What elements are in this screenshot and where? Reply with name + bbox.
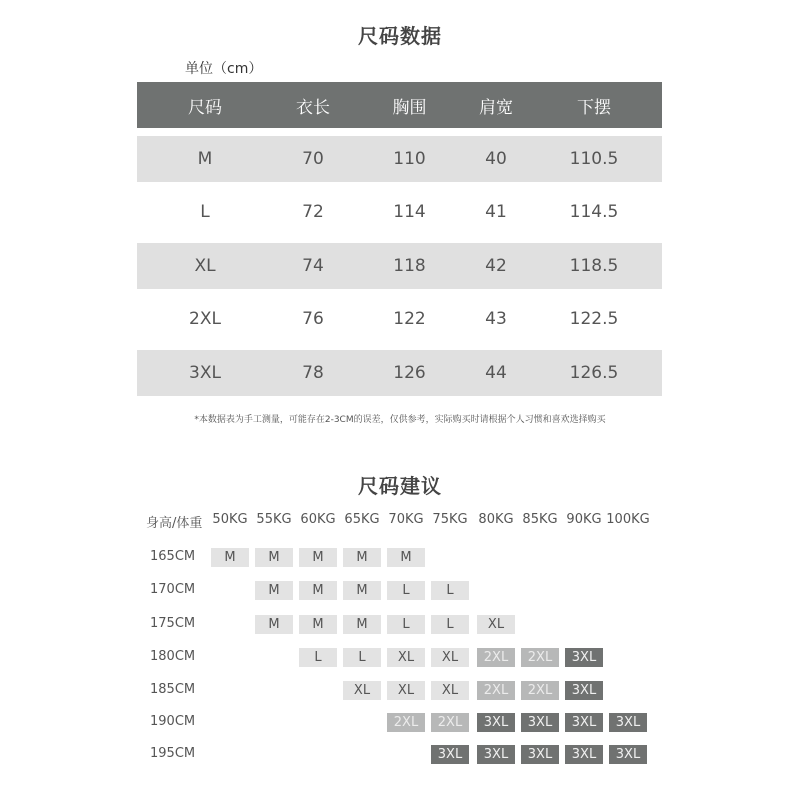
size-recommendation-cell: 2XL xyxy=(477,681,515,700)
size-recommendation-cell: XL xyxy=(387,648,425,667)
size-recommendation-cell: 3XL xyxy=(521,745,559,764)
height-label: 185CM xyxy=(150,682,196,697)
cell-hem: 110.5 xyxy=(569,148,619,169)
header-chest: 胸围 xyxy=(392,97,427,118)
weight-header: 70KG xyxy=(388,512,424,527)
weight-header: 100KG xyxy=(606,512,650,527)
cell-length: 74 xyxy=(302,255,324,276)
height-label: 190CM xyxy=(150,714,196,729)
cell-chest: 114 xyxy=(393,202,426,222)
table-row xyxy=(137,350,662,396)
cell-chest: 110 xyxy=(393,148,426,169)
size-recommendation-cell: 3XL xyxy=(565,681,603,700)
cell-length: 72 xyxy=(302,202,324,222)
cell-length: 78 xyxy=(302,362,324,383)
size-recommendation-cell: L xyxy=(387,581,425,600)
weight-header: 55KG xyxy=(256,512,292,527)
size-recommendation-cell: 2XL xyxy=(521,681,559,700)
size-recommendation-cell: M xyxy=(255,581,293,600)
size-recommendation-cell: M xyxy=(299,548,337,567)
header-length: 衣长 xyxy=(296,97,330,118)
table-header-row xyxy=(137,82,662,128)
size-recommendation-cell: 3XL xyxy=(521,713,559,732)
size-recommendation-cell: 3XL xyxy=(477,713,515,732)
height-weight-corner-label: 身高/体重 xyxy=(146,516,203,531)
cell-hem: 114.5 xyxy=(569,202,619,222)
cell-chest: 122 xyxy=(393,309,426,329)
size-recommendation-cell: 3XL xyxy=(609,745,647,764)
size-recommendation-cell: XL xyxy=(343,681,381,700)
weight-header: 60KG xyxy=(300,512,336,527)
height-label: 165CM xyxy=(150,549,196,564)
size-recommendation-cell: L xyxy=(299,648,337,667)
cell-shoulder: 43 xyxy=(485,309,507,329)
height-label: 170CM xyxy=(150,582,196,597)
size-recommendation-cell: XL xyxy=(431,648,469,667)
size-recommendation-cell: M xyxy=(255,548,293,567)
size-recommendation-cell: 2XL xyxy=(477,648,515,667)
cell-hem: 118.5 xyxy=(569,255,619,276)
size-recommendation-cell: M xyxy=(299,581,337,600)
size-recommendation-cell: 2XL xyxy=(521,648,559,667)
size-recommendation-cell: L xyxy=(431,615,469,634)
size-recommendation-title: 尺码建议 xyxy=(358,474,442,498)
size-recommendation-cell: XL xyxy=(387,681,425,700)
size-recommendation-cell: M xyxy=(343,548,381,567)
size-recommendation-cell: L xyxy=(387,615,425,634)
size-recommendation-cell: 2XL xyxy=(387,713,425,732)
size-recommendation-cell: 3XL xyxy=(431,745,469,764)
size-recommendation-cell: M xyxy=(299,615,337,634)
table-row xyxy=(137,296,662,342)
weight-header: 75KG xyxy=(432,512,468,527)
header-shoulder: 肩宽 xyxy=(479,97,513,118)
height-label: 180CM xyxy=(150,649,196,664)
cell-shoulder: 44 xyxy=(485,362,507,383)
cell-chest: 126 xyxy=(393,362,426,383)
table-row xyxy=(137,189,662,235)
height-label: 195CM xyxy=(150,746,196,761)
weight-header: 80KG xyxy=(478,512,514,527)
header-size: 尺码 xyxy=(188,97,222,118)
size-recommendation-cell: XL xyxy=(431,681,469,700)
size-recommendation-cell: M xyxy=(387,548,425,567)
weight-header: 85KG xyxy=(522,512,558,527)
cell-shoulder: 40 xyxy=(485,148,507,169)
cell-size: XL xyxy=(194,255,216,276)
size-recommendation-cell: XL xyxy=(477,615,515,634)
cell-size: L xyxy=(200,202,210,222)
size-recommendation-cell: 3XL xyxy=(609,713,647,732)
cell-size: 3XL xyxy=(189,362,221,383)
cell-size: 2XL xyxy=(189,309,221,329)
size-recommendation-cell: 3XL xyxy=(477,745,515,764)
table-row xyxy=(137,136,662,182)
table-row xyxy=(137,243,662,289)
size-recommendation-cell: 2XL xyxy=(431,713,469,732)
cell-chest: 118 xyxy=(393,255,426,276)
size-recommendation-cell: L xyxy=(431,581,469,600)
size-recommendation-cell: M xyxy=(343,581,381,600)
size-data-title: 尺码数据 xyxy=(358,24,442,48)
cell-length: 70 xyxy=(302,148,324,169)
weight-header: 50KG xyxy=(212,512,248,527)
size-table xyxy=(137,82,662,403)
cell-hem: 126.5 xyxy=(569,362,619,383)
unit-label: 单位（cm） xyxy=(185,61,263,77)
cell-size: M xyxy=(197,148,213,169)
size-recommendation-cell: L xyxy=(343,648,381,667)
cell-shoulder: 42 xyxy=(485,255,507,276)
size-recommendation-cell: 3XL xyxy=(565,713,603,732)
size-recommendation-cell: 3XL xyxy=(565,745,603,764)
header-hem: 下摆 xyxy=(577,97,611,118)
size-recommendation-cell: M xyxy=(343,615,381,634)
weight-header: 65KG xyxy=(344,512,380,527)
measurement-note: *本数据表为手工测量，可能存在2-3CM的误差，仅供参考，实际购买时请根据个人习惯和喜欢选择购买 xyxy=(194,415,606,425)
cell-hem: 122.5 xyxy=(569,309,619,329)
cell-shoulder: 41 xyxy=(485,202,507,222)
size-recommendation-cell: 3XL xyxy=(565,648,603,667)
size-recommendation-cell: M xyxy=(211,548,249,567)
size-recommendation-cell: M xyxy=(255,615,293,634)
weight-header: 90KG xyxy=(566,512,602,527)
cell-length: 76 xyxy=(302,309,324,329)
height-label: 175CM xyxy=(150,616,196,631)
